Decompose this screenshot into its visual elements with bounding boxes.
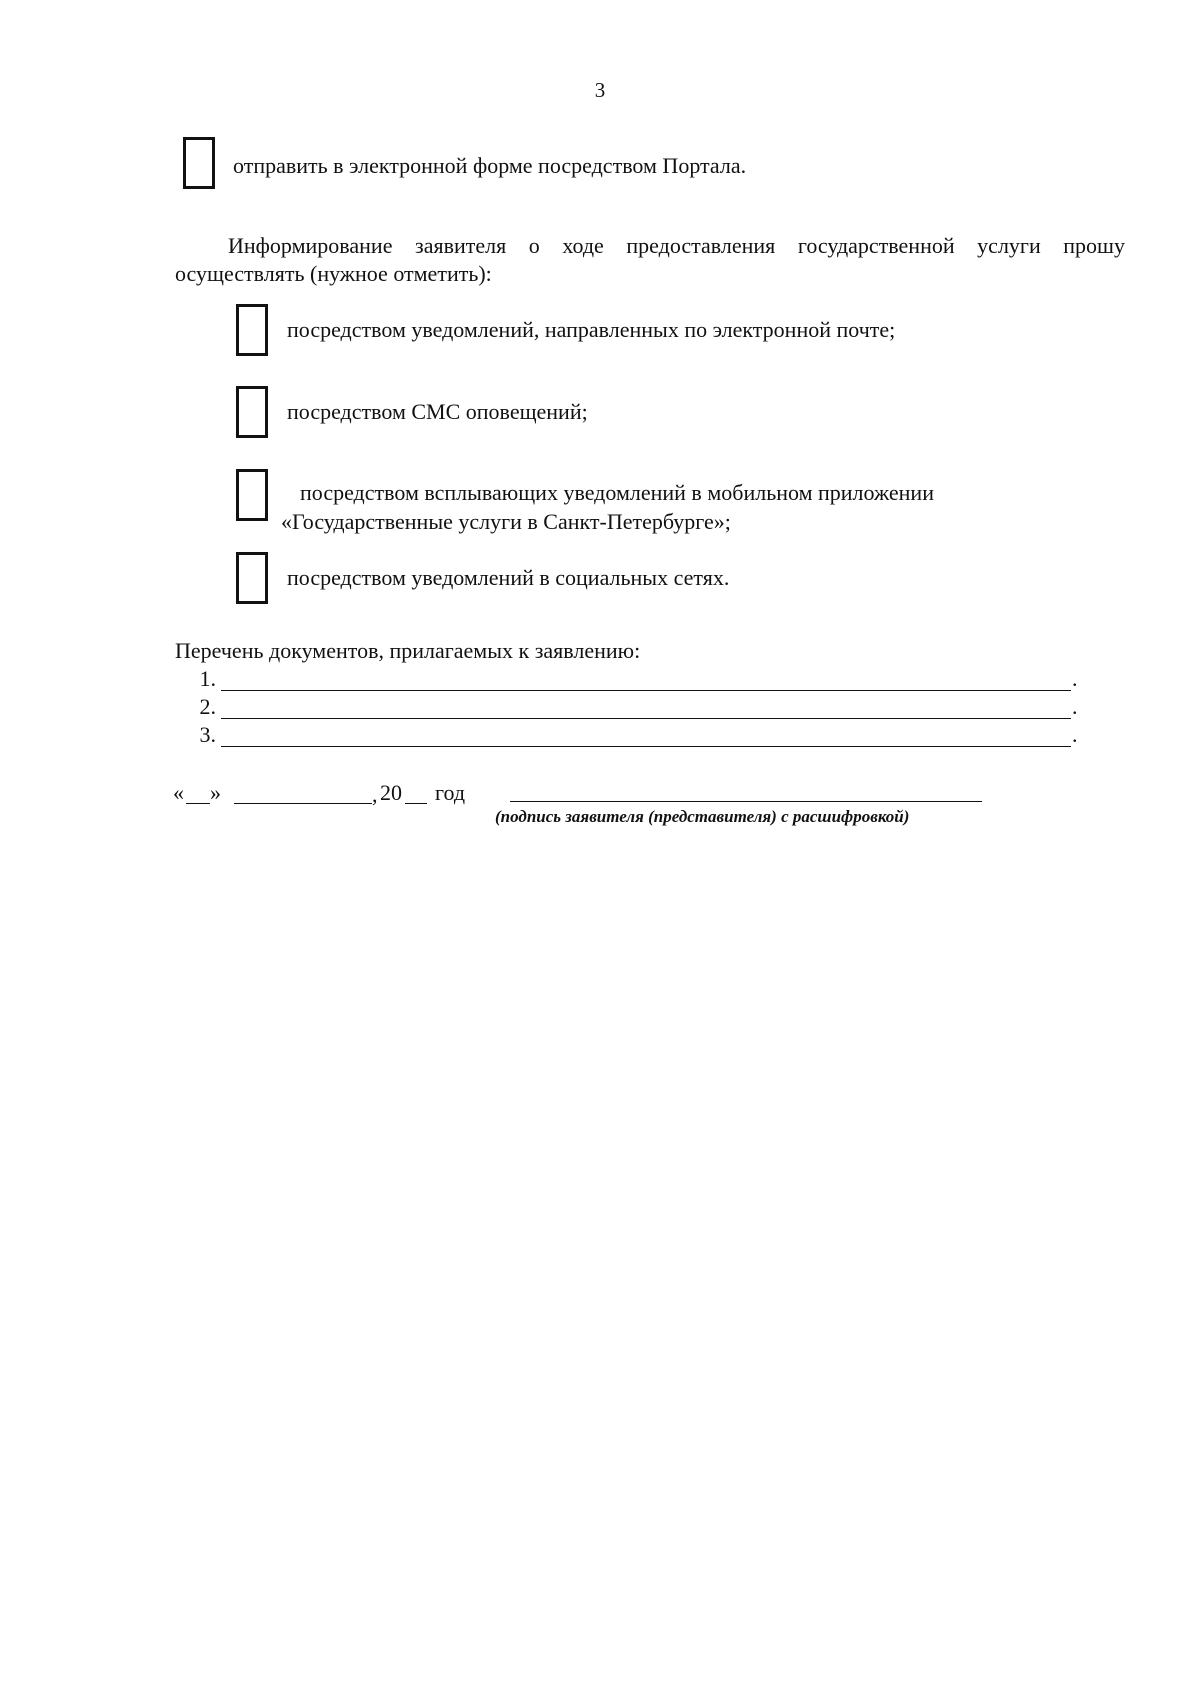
date-open-quote: « [173, 780, 184, 805]
documents-heading: Перечень документов, прилагаемых к заявлению: [175, 638, 641, 663]
date-day-field[interactable] [186, 803, 210, 804]
email-option-label: посредством уведомлений, направленных по электронной почте; [287, 317, 896, 342]
date-year-prefix: 20 [380, 780, 402, 805]
push-option-label-line1: посредством всплывающих уведомлений в мобильном приложении [300, 480, 934, 505]
document-item-2-field[interactable] [221, 718, 1071, 719]
document-item-number: 2. [199, 694, 216, 719]
social-option-label: посредством уведомлений в социальных сетях. [287, 565, 730, 590]
document-item-1-field[interactable] [221, 690, 1071, 691]
email-checkbox[interactable] [236, 304, 268, 356]
portal-checkbox[interactable] [183, 137, 215, 189]
page-number: 3 [594, 78, 606, 102]
push-option-label-line2: «Государственные услуги в Санкт-Петербурге»; [281, 509, 731, 534]
document-item-number: 1. [199, 666, 216, 691]
social-checkbox[interactable] [236, 552, 268, 604]
signature-caption: (подпись заявителя (представителя) с расшифровкой) [495, 807, 910, 826]
document-item-2-dot: . [1072, 694, 1078, 719]
inform-paragraph: Информирование заявителя о ходе предоставления государственной услуги прошу осуществлять (нужное отметить): [175, 233, 1125, 286]
date-close-quote: » [210, 780, 221, 805]
document-item-1-dot: . [1072, 666, 1078, 691]
date-month-field[interactable] [234, 803, 372, 804]
sms-option-label: посредством СМС оповещений; [287, 399, 588, 424]
date-year-suffix: год [435, 780, 466, 805]
date-comma: , [372, 782, 378, 807]
document-item-number: 3. [199, 722, 216, 747]
date-year-field[interactable] [405, 803, 427, 804]
push-checkbox[interactable] [236, 469, 268, 521]
sms-checkbox[interactable] [236, 386, 268, 438]
document-item-3-field[interactable] [221, 746, 1071, 747]
document-item-3-dot: . [1072, 722, 1078, 747]
portal-option-label: отправить в электронной форме посредством Портала. [233, 153, 747, 178]
signature-field[interactable] [510, 801, 982, 802]
